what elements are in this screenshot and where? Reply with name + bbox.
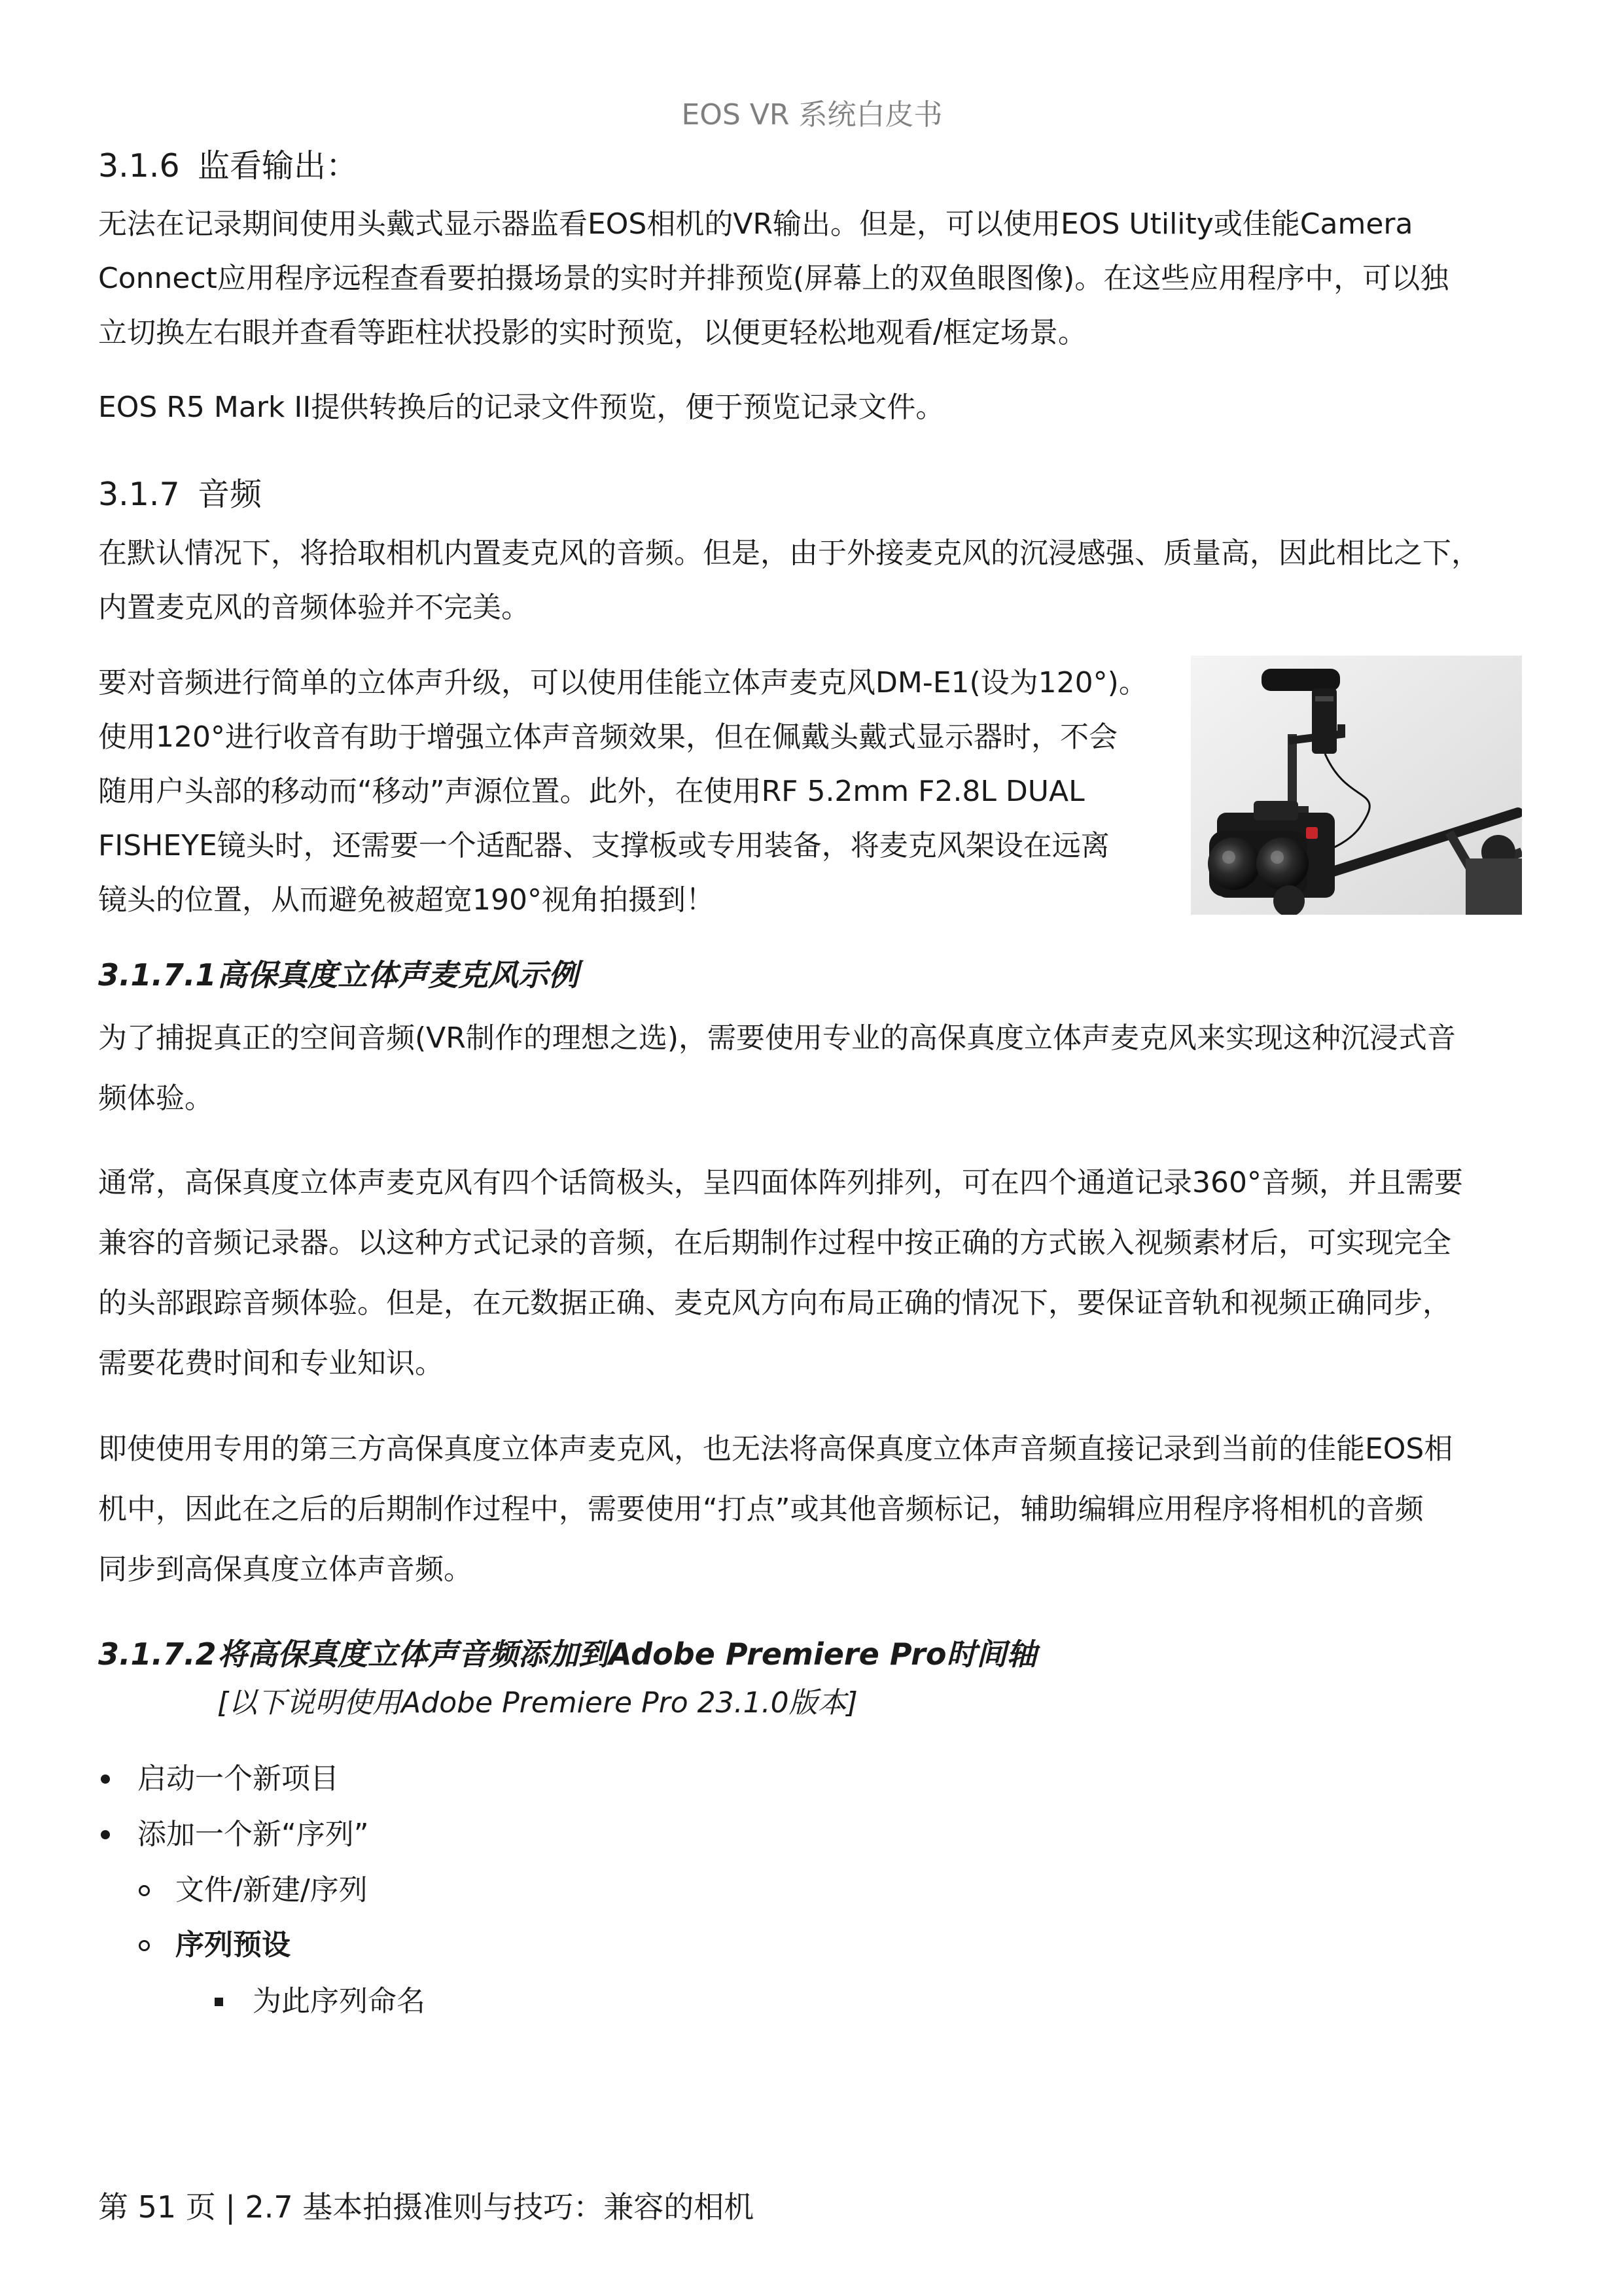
bullet-circle-icon	[139, 1885, 150, 1896]
text-line: 要对音频进行简单的立体声升级，可以使用佳能立体声麦克风DM-E1(设为120°)。	[98, 666, 1148, 699]
text-line: Connect应用程序远程查看要拍摄场景的实时并排预览(屏幕上的双鱼眼图像)。在这些应用程序中，可以独	[98, 262, 1449, 295]
list-item-text: 文件/新建/序列	[175, 1873, 368, 1907]
text-line: 同步到高保真度立体声音频。	[98, 1553, 472, 1586]
paragraph-default-audio	[98, 526, 1544, 635]
text-line: EOS R5 Mark II提供转换后的记录文件预览，便于预览记录文件。	[98, 391, 945, 424]
list-item	[98, 1760, 687, 1798]
text-line: 为了捕捉真正的空间音频(VR制作的理想之选)，需要使用专业的高保真度立体声麦克风来实现这种沉浸式音	[98, 1021, 1456, 1055]
list-item-text: 序列预设	[175, 1928, 291, 1962]
section-number: 3.1.7.2	[98, 1636, 217, 1672]
section-title: 高保真度立体声麦克风示例	[217, 957, 578, 993]
section-number: 3.1.7.1	[98, 957, 217, 993]
paragraph-stereo-mic	[98, 656, 1171, 927]
text-line: 的头部跟踪音频体验。但是，在元数据正确、麦克风方向布局正确的情况下，要保证音轨和视频正确同步，	[98, 1286, 1451, 1320]
paragraph-monitoring-output	[98, 197, 1544, 360]
section-number: 3.1.6	[98, 147, 180, 185]
list-item	[137, 1871, 726, 1909]
list-item-text: 启动一个新项目	[137, 1762, 339, 1795]
text-line: 兼容的音频记录器。以这种方式记录的音频，在后期制作过程中按正确的方式嵌入视频素材后，可实现完全	[98, 1226, 1451, 1260]
list-item-text: 添加一个新“序列”	[137, 1818, 369, 1851]
document-header: EOS VR 系统白皮书	[681, 98, 943, 132]
paragraph-r5-preview	[98, 380, 1544, 434]
list-item	[98, 1816, 687, 1854]
list-item-text: 为此序列命名	[253, 1985, 425, 2018]
section-heading-3-1-6	[98, 145, 358, 187]
section-title: 音频	[198, 476, 262, 513]
page-footer: 第 51 页 | 2.7 基本拍摄准则与技巧：兼容的相机	[98, 2189, 754, 2225]
text-line: 在默认情况下，将拾取相机内置麦克风的音频。但是，由于外接麦克风的沉浸感强、质量高，因此相比之下，	[98, 537, 1480, 570]
section-heading-3-1-7-2	[98, 1634, 1036, 1674]
camera-microphone-rig-photo	[1191, 656, 1522, 915]
bullet-dot-icon	[101, 1775, 110, 1784]
text-line: FISHEYE镜头时，还需要一个适配器、支撑板或专用装备，将麦克风架设在远离	[98, 829, 1110, 862]
text-line: 镜头的位置，从而避免被超宽190°视角拍摄到！	[98, 883, 715, 917]
paragraph-ambisonic-mics	[98, 1153, 1544, 1394]
paragraph-third-party-mics	[98, 1419, 1544, 1600]
text-line: 即使使用专用的第三方高保真度立体声麦克风，也无法将高保真度立体声音频直接记录到当前的佳能EOS相	[98, 1432, 1453, 1466]
bullet-circle-icon	[139, 1940, 150, 1951]
text-line: 随用户头部的移动而“移动”声源位置。此外，在使用RF 5.2mm F2.8L DUAL	[98, 775, 1085, 808]
section-title: 将高保真度立体声音频添加到Adobe Premiere Pro时间轴	[217, 1636, 1037, 1672]
text-line: 机中，因此在之后的后期制作过程中，需要使用“打点”或其他音频标记，辅助编辑应用程序将相机的音频	[98, 1492, 1424, 1526]
section-heading-3-1-7-1	[98, 955, 578, 995]
section-number: 3.1.7	[98, 476, 180, 513]
text-line: 需要花费时间和专业知识。	[98, 1347, 444, 1380]
text-line: 通常，高保真度立体声麦克风有四个话筒极头，呈四面体阵列排列，可在四个通道记录360°音频，并且需要	[98, 1166, 1463, 1199]
section-heading-3-1-7	[98, 474, 262, 516]
list-item	[137, 1926, 726, 1964]
text-line: 内置麦克风的音频体验并不完美。	[98, 591, 530, 624]
text-line: 使用120°进行收音有助于增强立体声音频效果，但在佩戴头戴式显示器时，不会	[98, 720, 1118, 754]
version-note: [以下说明使用Adobe Premiere Pro 23.1.0版本]	[217, 1686, 858, 1720]
text-line: 频体验。	[98, 1082, 213, 1115]
text-line: 立切换左右眼并查看等距柱状投影的实时预览，以便更轻松地观看/框定场景。	[98, 316, 1087, 349]
section-title: 监看输出：	[198, 147, 359, 185]
bullet-dot-icon	[101, 1830, 110, 1839]
bullet-square-icon	[215, 1998, 223, 2006]
text-line: 无法在记录期间使用头戴式显示器监看EOS相机的VR输出。但是，可以使用EOS Utility或佳能Camera	[98, 207, 1413, 241]
list-item	[215, 1983, 803, 2021]
paragraph-spatial-audio	[98, 1008, 1544, 1129]
